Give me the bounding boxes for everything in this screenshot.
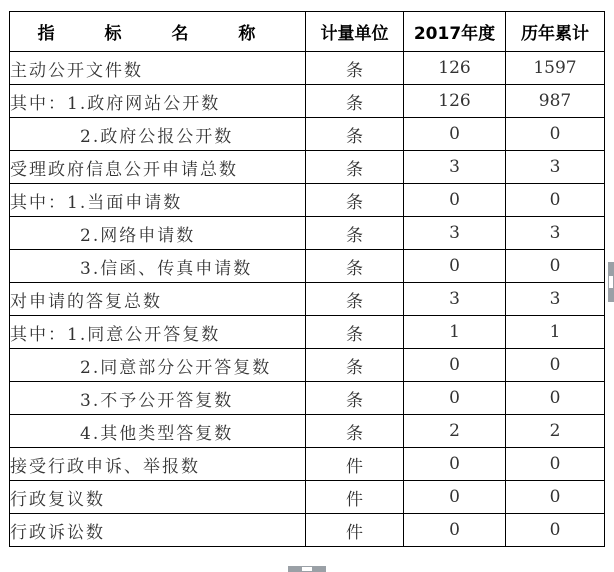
row-total-value: 0: [506, 481, 605, 514]
row-year-value: 3: [404, 283, 506, 316]
row-total-value: 3: [506, 217, 605, 250]
table-row: [10, 382, 605, 415]
row-name: 3.信函、传真申请数: [10, 250, 306, 283]
row-total-value: 2: [506, 415, 605, 448]
row-total-value: 1597: [506, 52, 605, 85]
table-row: [10, 85, 605, 118]
table-row: [10, 349, 605, 382]
table-row: [10, 52, 605, 85]
row-name: 2.同意部分公开答复数: [10, 349, 306, 382]
header-unit: 计量单位: [306, 12, 404, 52]
row-unit: 条: [306, 118, 404, 151]
column-resize-handle[interactable]: [608, 262, 614, 302]
row-unit: 条: [306, 250, 404, 283]
row-unit: 条: [306, 52, 404, 85]
row-year-value: 0: [404, 481, 506, 514]
row-unit: 条: [306, 349, 404, 382]
row-total-value: 0: [506, 250, 605, 283]
table-row: [10, 448, 605, 481]
table-row: [10, 184, 605, 217]
row-year-value: 0: [404, 514, 506, 547]
row-year-value: 0: [404, 118, 506, 151]
row-year-value: 0: [404, 382, 506, 415]
statistics-table: [9, 11, 605, 547]
table-header-row: [10, 12, 605, 52]
row-name: 4.其他类型答复数: [10, 415, 306, 448]
table-row: [10, 283, 605, 316]
table-row: [10, 316, 605, 349]
row-total-value: 1: [506, 316, 605, 349]
row-total-value: 0: [506, 184, 605, 217]
row-total-value: 0: [506, 448, 605, 481]
row-name: 主动公开文件数: [10, 52, 306, 85]
row-unit: 件: [306, 448, 404, 481]
row-year-value: 0: [404, 448, 506, 481]
header-indicator-name: 指 标 名 称: [10, 12, 306, 52]
table-row: [10, 250, 605, 283]
row-total-value: 0: [506, 382, 605, 415]
row-name: 2.政府公报公开数: [10, 118, 306, 151]
row-unit: 条: [306, 151, 404, 184]
row-year-value: 3: [404, 217, 506, 250]
row-name: 3.不予公开答复数: [10, 382, 306, 415]
table-row: [10, 415, 605, 448]
table-row: [10, 217, 605, 250]
table-row: [10, 118, 605, 151]
row-year-value: 2: [404, 415, 506, 448]
row-name: 对申请的答复总数: [10, 283, 306, 316]
table-row: [10, 514, 605, 547]
row-name: 行政复议数: [10, 481, 306, 514]
row-year-value: 126: [404, 85, 506, 118]
row-unit: 条: [306, 217, 404, 250]
row-unit: 条: [306, 85, 404, 118]
row-total-value: 0: [506, 349, 605, 382]
row-name: 其中：1.政府网站公开数: [10, 85, 306, 118]
row-total-value: 3: [506, 151, 605, 184]
row-resize-handle[interactable]: [288, 566, 326, 572]
row-unit: 条: [306, 316, 404, 349]
row-year-value: 126: [404, 52, 506, 85]
row-year-value: 3: [404, 151, 506, 184]
row-year-value: 0: [404, 349, 506, 382]
row-name: 2.网络申请数: [10, 217, 306, 250]
row-total-value: 987: [506, 85, 605, 118]
row-unit: 条: [306, 184, 404, 217]
header-year: 2017年度: [404, 12, 506, 52]
row-year-value: 1: [404, 316, 506, 349]
table-row: [10, 481, 605, 514]
row-total-value: 0: [506, 118, 605, 151]
row-unit: 件: [306, 514, 404, 547]
row-name: 行政诉讼数: [10, 514, 306, 547]
row-name: 其中：1.当面申请数: [10, 184, 306, 217]
row-name: 其中：1.同意公开答复数: [10, 316, 306, 349]
row-total-value: 3: [506, 283, 605, 316]
header-total: 历年累计: [506, 12, 605, 52]
row-name: 接受行政申诉、举报数: [10, 448, 306, 481]
row-total-value: 0: [506, 514, 605, 547]
table-row: [10, 151, 605, 184]
row-year-value: 0: [404, 250, 506, 283]
row-unit: 条: [306, 415, 404, 448]
row-year-value: 0: [404, 184, 506, 217]
row-unit: 条: [306, 382, 404, 415]
row-name: 受理政府信息公开申请总数: [10, 151, 306, 184]
row-unit: 条: [306, 283, 404, 316]
row-unit: 件: [306, 481, 404, 514]
